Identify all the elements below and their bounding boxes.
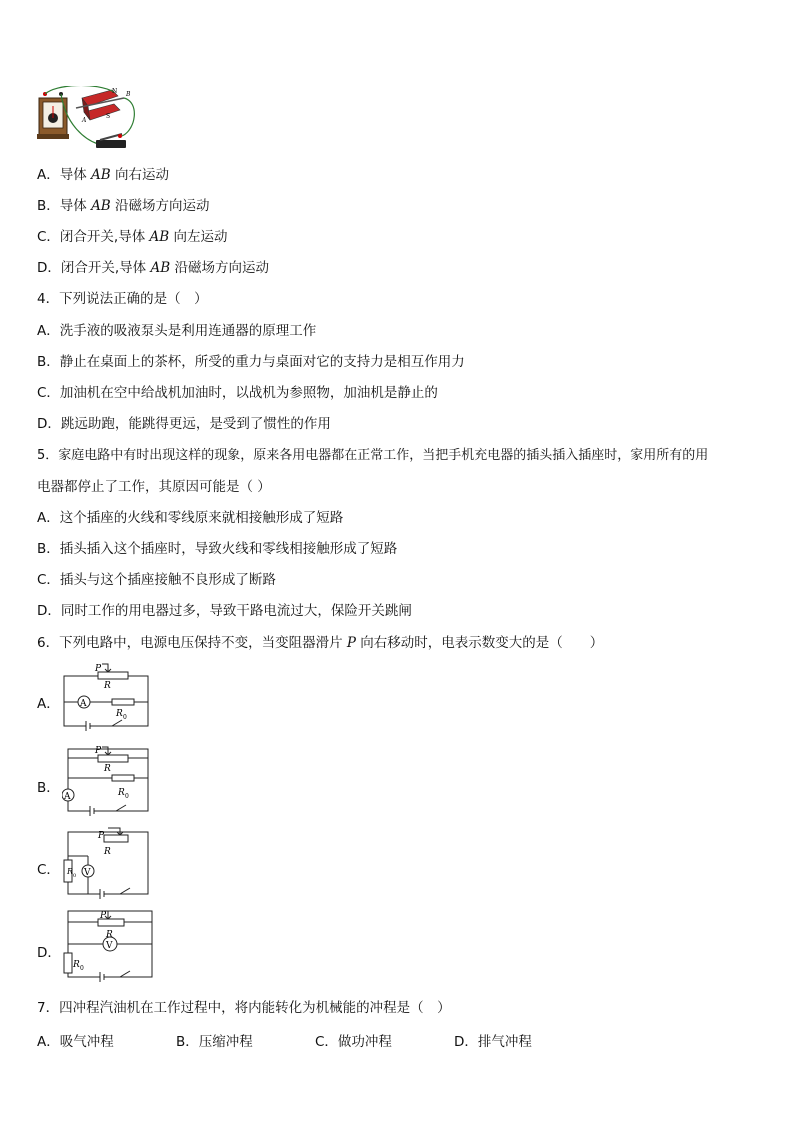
svg-text:P: P	[95, 664, 102, 674]
circuit-c	[58, 826, 154, 900]
svg-text:V: V	[84, 868, 91, 878]
circuit-d	[58, 907, 156, 983]
svg-text:A: A	[64, 792, 71, 802]
svg-text:R: R	[67, 867, 74, 876]
q6-option-d-label: D．	[37, 945, 61, 961]
q7-option-b: B．压缩冲程	[176, 1034, 253, 1050]
q6-option-a-label: A．	[37, 696, 60, 712]
q3-option-d: D．闭合开关,导体 AB 沿磁场方向运动	[37, 260, 269, 276]
svg-text:P: P	[100, 911, 107, 921]
svg-text:R: R	[104, 764, 111, 774]
q5-option-d: D．同时工作的用电器过多，导致干路电流过大，保险开关跳闸	[37, 603, 412, 619]
svg-text:R: R	[73, 960, 80, 970]
svg-text:0: 0	[73, 873, 77, 879]
q3-option-c: C．闭合开关,导体 AB 向左运动	[37, 229, 228, 245]
q6-option-c-label: C．	[37, 862, 60, 878]
q4-option-c: C．加油机在空中给战机加油时，以战机为参照物，加油机是静止的	[37, 385, 438, 401]
label-s: S	[106, 113, 111, 120]
svg-text:0: 0	[80, 965, 84, 972]
q7-stem: 7．四冲程汽油机在工作过程中，将内能转化为机械能的冲程是（ ）	[37, 1000, 451, 1016]
q4-option-b: B．静止在桌面上的茶杯，所受的重力与桌面对它的支持力是相互作用力	[37, 354, 465, 370]
q7-option-a: A．吸气冲程	[37, 1034, 114, 1050]
svg-text:P: P	[95, 746, 102, 756]
circuit-a	[62, 662, 154, 732]
svg-text:R: R	[104, 681, 111, 691]
svg-text:0: 0	[123, 714, 127, 721]
label-b: B	[126, 91, 131, 98]
electromagnetic-induction-figure	[36, 86, 140, 156]
svg-text:0: 0	[125, 793, 129, 800]
svg-text:R: R	[118, 788, 125, 798]
q5-option-b: B．插头插入这个插座时，导致火线和零线相接触形成了短路	[37, 541, 398, 557]
q5-stem-line2: 电器都停止了工作，其原因可能是（ ）	[37, 479, 271, 495]
q6-stem: 6．下列电路中，电源电压保持不变，当变阻器滑片 P 向右移动时，电表示数变大的是（ ）	[37, 635, 604, 651]
svg-text:R: R	[104, 847, 111, 857]
q5-stem-line1: 5．家庭电路中有时出现这样的现象，原来各用电器都在正常工作，当把手机充电器的插头插入插座时，家用所有的用	[37, 448, 709, 463]
circuit-b	[62, 743, 154, 817]
svg-text:V: V	[106, 941, 113, 951]
q4-option-a: A．洗手液的吸液泵头是利用连通器的原理工作	[37, 323, 317, 339]
q3-option-a: A．导体 AB 向右运动	[37, 167, 169, 183]
svg-text:R: R	[106, 930, 113, 940]
q7-option-d: D．排气冲程	[454, 1034, 532, 1050]
svg-text:R: R	[116, 709, 123, 719]
svg-text:P: P	[98, 831, 105, 841]
q6-option-b-label: B．	[37, 780, 60, 796]
q4-stem: 4．下列说法正确的是（ ）	[37, 291, 208, 307]
q5-option-a: A．这个插座的火线和零线原来就相接触形成了短路	[37, 510, 344, 526]
ammeter-symbol: A	[80, 699, 87, 709]
q3-option-b: B．导体 AB 沿磁场方向运动	[37, 198, 210, 214]
q7-option-c: C．做功冲程	[315, 1034, 392, 1050]
label-a: A	[82, 117, 87, 124]
label-n: N	[112, 88, 118, 95]
q5-option-c: C．插头与这个插座接触不良形成了断路	[37, 572, 276, 588]
q4-option-d: D．跳远助跑，能跳得更远，是受到了惯性的作用	[37, 416, 331, 432]
